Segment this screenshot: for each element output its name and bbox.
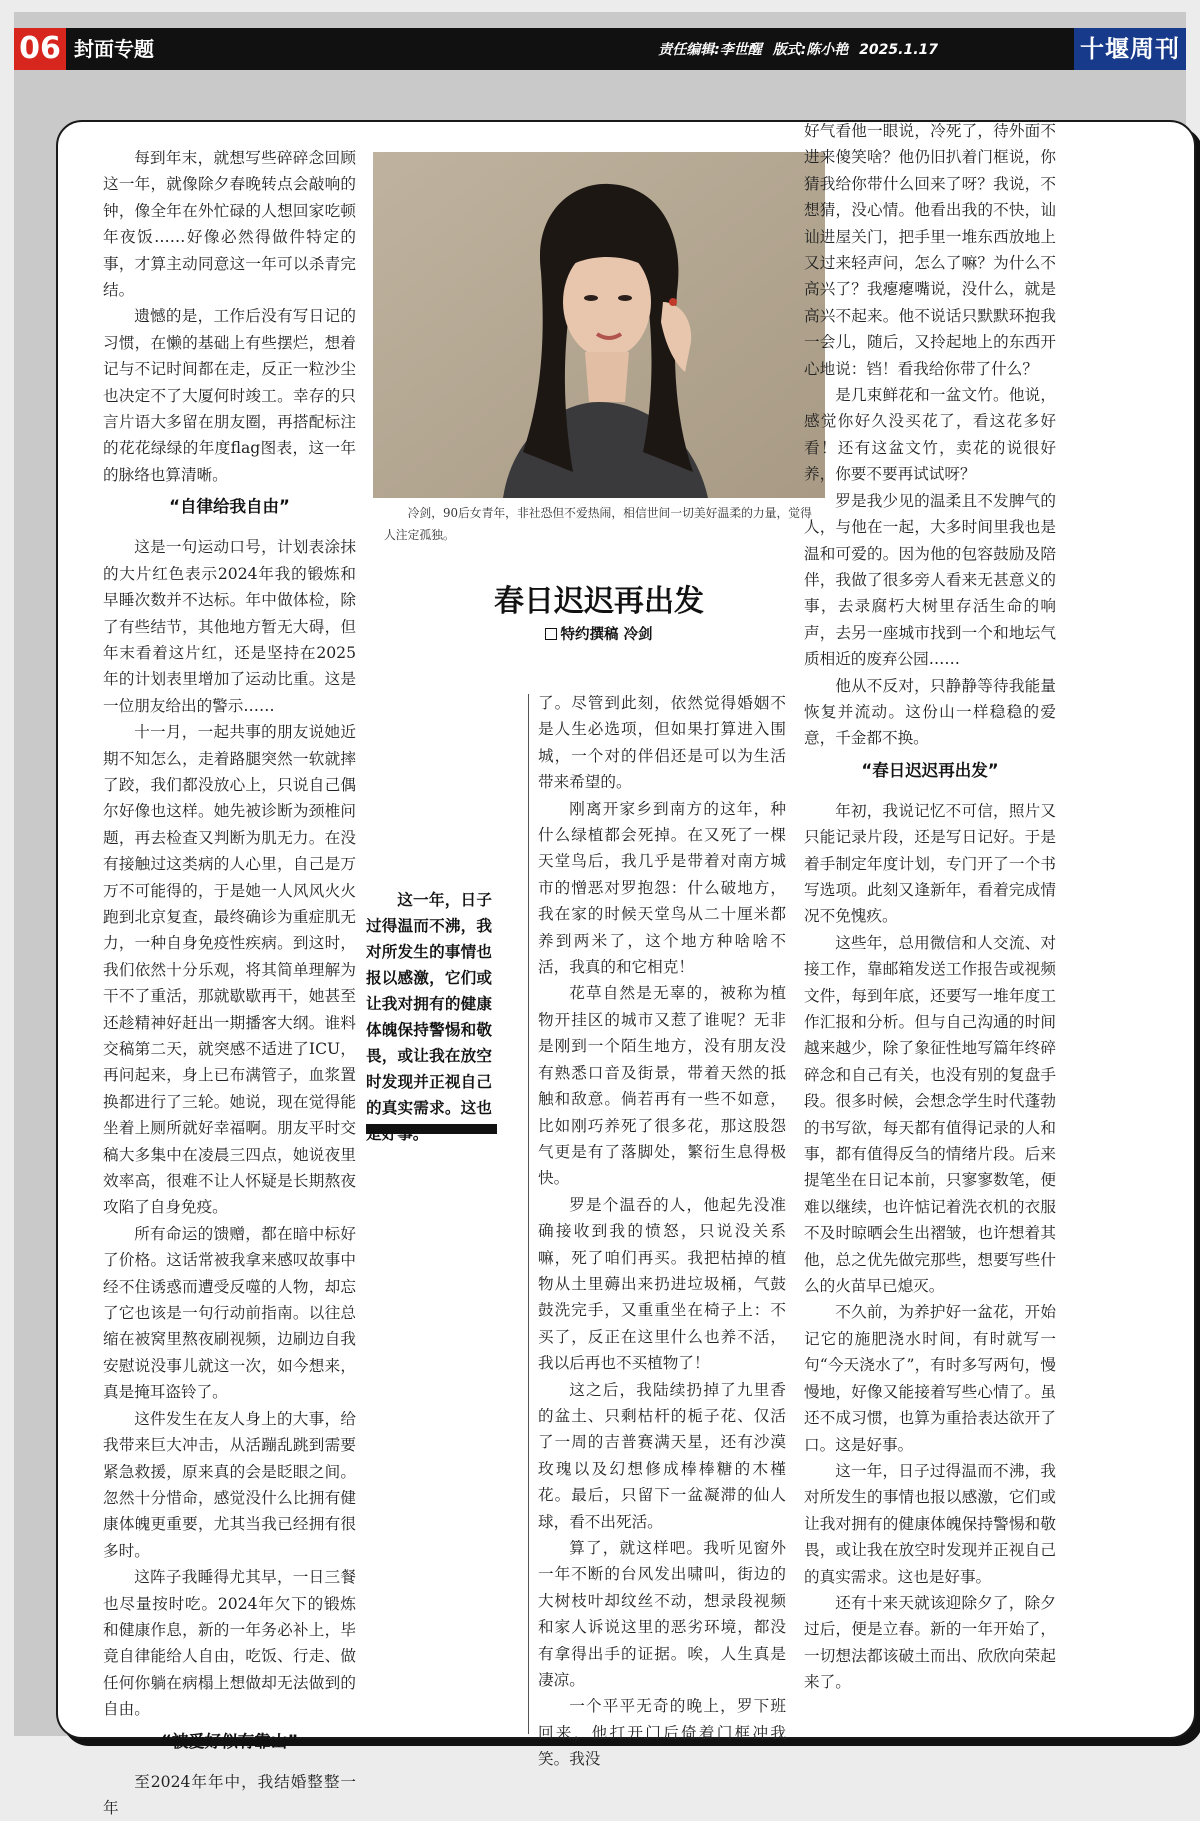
subheading: “自律给我自由”: [169, 497, 290, 517]
page-header: [14, 28, 1186, 70]
paragraph: 这些年，总用微信和人交流、对接工作，靠邮箱发送工作报告或视频文件，每到年底，还要写一堆年度工作汇报和分析。但与自己沟通的时间越来越少，除了象征性地写篇年终碎碎念和自己有关，也没有别的复盘手段。很多时候，会想念学生时代蓬勃的书写欲，每天都有值得记录的人和事，都有值得反刍的情绪片段。后来提笔坐在日记本前，只寥寥数笔，便难以继续，也许惦记着洗衣机的衣服不及时晾晒会生出褶皱，也许想着其他，总之优先做完那些，想要写些什么的火苗早已熄灭。: [804, 933, 1056, 1296]
pull-quote: 这一年，日子过得温而不沸，我对所发生的事情也报以感激，它们或让我对拥有的健康体魄保持警惕和敬畏，或让我在放空时发现并正视自己的真实需求。这也: [366, 890, 492, 1117]
paragraph: 不久前，为养护好一盆花，开始记它的施肥浇水时间，有时就写一句“今天浇水了”，有时多写两句，慢慢地，好像又能接着写些心情了。虽还不成习惯，也算为重拾表达欲开了口。这是好事。: [804, 1303, 1056, 1454]
article-title: 春日迟迟再出发: [494, 584, 704, 619]
section-title: 封面专题: [74, 37, 154, 61]
paragraph: 年初，我说记忆不可信，照片又只能记录片段，还是写日记好。于是着手制定年度计划，专门开了一个书写选项。此刻又逢新年，看着完成情况不免愧疚。: [804, 801, 1056, 926]
page-number: 06: [14, 28, 66, 70]
paragraph: 这是一句运动口号，计划表涂抹的大片红色表示2024年我的锻炼和早睡次数并不达标。年中做体检，除了有些结节，其他地方暂无大碍，但年末看着这片红，还是坚持在2025年的计划表里增加了运动比重。这是一位朋友给出的警示……: [103, 538, 356, 715]
article-column-4: [804, 118, 1056, 1696]
paragraph: 是几束鲜花和一盆文竹。他说，感觉你好久没买花了，看这花多好看！还有这盆文竹，卖花的说很好养，你要不要再试试呀？: [804, 386, 1056, 484]
pull-quote-bar: [366, 1124, 497, 1134]
byline-text: 特约撰稿 冷剑: [560, 627, 653, 643]
square-icon: [545, 628, 557, 640]
article-byline: [373, 624, 825, 646]
paragraph: 算了，就这样吧。我听见窗外一年不断的台风发出啸叫，街边的大树枝叶却纹丝不动，想录段视频和家人诉说这里的恶劣环境，都没有拿得出手的证据。唉，人生真是凄凉。: [538, 1539, 786, 1690]
column-divider: [528, 694, 529, 1734]
paragraph: 刚离开家乡到南方的这年，种什么绿植都会死掉。在又死了一棵天堂鸟后，我几乎是带着对南方城市的憎恶对罗抱怨：什么破地方，我在家的时候天堂鸟从二十厘米都养到两米了，这个地方种啥啥不活，我真的和它相克！: [538, 799, 786, 977]
editor-name: 责任编辑:李世醒: [658, 42, 762, 58]
subheading: “被爱好似有靠山”: [160, 1731, 299, 1751]
paragraph: 这阵子我睡得尤其早，一日三餐也尽量按时吃。2024年欠下的锻炼和健康作息，新的一年务必补上，毕竟自律能给人自由，吃饭、行走、做任何你躺在病榻上想做却无法做到的自由。: [103, 1568, 356, 1719]
paragraph: 好气看他一眼说，冷死了，待外面不进来傻笑啥？他仍旧扒着门框说，你猜我给你带什么回来了呀？我说，不想猜，没心情。他看出我的不快，讪讪进屋关门，把手里一堆东西放地上又过来轻声问，怎么了嘛？为什么不高兴了？我瘪瘪嘴说，没什么，就是高兴不起来。他不说话只默默环抱我一会儿，随后，又拎起地上的东西开心地说：铛！看我给你带了什么？: [804, 122, 1056, 378]
paragraph: 这件发生在友人身上的大事，给我带来巨大冲击，从活蹦乱跳到需要紧急救援，原来真的会是眨眼之间。忽然十分惜命，感觉没什么比拥有健康体魄更重要，尤其当我已经拥有很多时。: [103, 1409, 356, 1560]
author-photo: [373, 152, 825, 498]
paragraph: 罗是我少见的温柔且不发脾气的人，与他在一起，大多时间里我也是温和可爱的。因为他的包容鼓励及陪伴，我做了很多旁人看来无甚意义的事，去录腐朽大树里存活生命的响声，去另一座城市找到一个和地坛气质相近的废弃公园……: [804, 491, 1056, 669]
editor-credits: [652, 28, 938, 70]
paragraph: 至2024年年中，我结婚整整一年: [103, 1772, 356, 1817]
photo-caption: 冷剑，90后女青年，非社恐但不爱热闹，相信世间一切美好温柔的力量，觉得人注定孤独。: [384, 506, 812, 542]
masthead-logo: 十堰周刊: [1074, 28, 1186, 70]
issue-date: 2025.1.17: [859, 42, 938, 58]
newspaper-page: [14, 12, 1186, 1817]
subheading: “春日迟迟再出发”: [861, 760, 999, 780]
paragraph: 这之后，我陆续扔掉了九里香的盆土、只剩枯杆的栀子花、仅活了一周的吉普赛满天星，还有沙漠玫瑰以及幻想修成棒棒糖的木槿花。最后，只留下一盆凝滞的仙人球，看不出死活。: [538, 1380, 786, 1531]
layout-credit: 版式:陈小艳: [772, 42, 849, 58]
paragraph: 每到年末，就想写些碎碎念回顾这一年，就像除夕春晚转点会敲响的钟，像全年在外忙碌的人想回家吃顿年夜饭……好像必然得做件特定的事，才算主动同意这一年可以杀青完结。: [103, 149, 356, 300]
paragraph: 罗是个温吞的人，他起先没准确接收到我的愤怒，只说没关系嘛，死了咱们再买。我把枯掉的植物从土里薅出来扔进垃圾桶，气鼓鼓洗完手，又重重坐在椅子上：不买了，反正在这里什么也养不活，我以后再也不买植物了！: [538, 1195, 786, 1373]
paragraph: 了。尽管到此刻，依然觉得婚姻不是人生必选项，但如果打算进入围城，一个对的伴侣还是可以为生活带来希望的。: [538, 694, 786, 792]
paragraph: 遗憾的是，工作后没有写日记的习惯，在懒的基础上有些摆烂，想着记与不记时间都在走，反正一粒沙尘也决定不了大厦何时竣工。幸存的只言片语大多留在朋友圈，再搭配标注的花花绿绿的年度flag图表，这一年的脉络也算清晰。: [103, 307, 356, 484]
portrait-image: [373, 152, 825, 498]
paragraph: 他从不反对，只静静等待我能量恢复并流动。这份山一样稳稳的爱意，千金都不换。: [804, 676, 1056, 748]
paragraph: 所有命运的馈赠，都在暗中标好了价格。这话常被我拿来感叹故事中经不住诱惑而遭受反噬的人物，却忘了它也该是一句行动前指南。以往总缩在被窝里熬夜刷视频，边刷边自我安慰说没事儿就这一次，如今想来，真是掩耳盗铃了。: [103, 1224, 356, 1402]
article-column-1: [103, 145, 356, 1821]
paragraph: 还有十来天就该迎除夕了，除夕过后，便是立春。新的一年开始了，一切想法都该破土而出、欣欣向荣起来了。: [804, 1593, 1056, 1692]
paragraph: 花草自然是无辜的，被称为植物开挂区的城市又惹了谁呢？无非是刚到一个陌生地方，没有朋友没有熟悉口音及街景，带着天然的抵触和敌意。倘若再有一些不如意，比如刚巧养死了很多花，那这股怨气更是有了落脚处，繁衍生息得极快。: [538, 984, 786, 1188]
paragraph: 一个平平无奇的晚上，罗下班回来，他打开门后倚着门框冲我笑。我没: [538, 1697, 786, 1769]
paragraph: 这一年，日子过得温而不沸，我对所发生的事情也报以感激，它们或让我对拥有的健康体魄保持警惕和敬畏，或让我在放空时发现并正视自己的真实需求。这也是好事。: [804, 1461, 1056, 1586]
article-frame: [56, 120, 1196, 1817]
article-column-3: [538, 690, 786, 1773]
paragraph: 十一月，一起共事的朋友说她近期不知怎么，走着路腿突然一软就摔了跤，我们都没放心上，只说自己偶尔好像也这样。她先被诊断为颈椎问题，再去检查又判断为肌无力。在没有接触过这类病的人心里，自己是万万不可能得的，于是她一人风风火火跑到北京复查，最终确诊为重症肌无力，一种自身免疫性疾病。到这时，我们依然十分乐观，将其简单理解为干不了重活，那就歇歇再干，她甚至还趁精神好赶出一期播客大纲。谁料交稿第二天，就突感不适进了ICU，再问起来，身上已布满管子，血浆置换都进行了三轮。她说，现在觉得能坐着上厕所就好幸福啊。朋友平时交稿大多集中在凌晨三四点，她说夜里效率高，很难不让人怀疑是长期熬夜攻陷了自身免疫。: [103, 723, 356, 1217]
